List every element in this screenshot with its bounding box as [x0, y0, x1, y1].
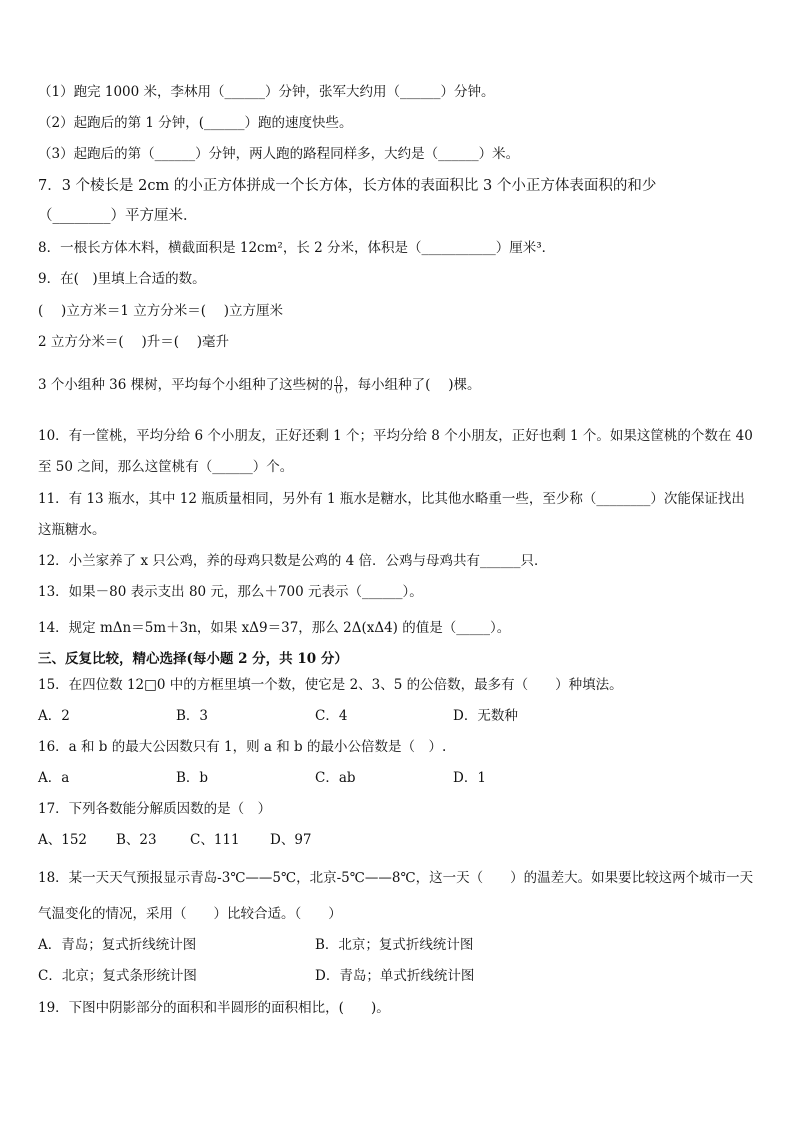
q7-line2: （________）平方厘米． [38, 208, 198, 224]
q15-option-c: C．4 [315, 708, 348, 724]
q17-option-a: A、152 [38, 832, 88, 848]
q16: 16．a 和 b 的最大公因数只有 1，则 a 和 b 的最小公倍数是（ ）. [38, 739, 447, 755]
q9-title: 9．在( )里填上合适的数。 [38, 271, 206, 287]
q9-line3-text-a: 3 个小组种 36 棵树，平均每个小组种了这些树的 [38, 377, 334, 393]
q9-line2: 2 立方分米＝( )升＝( )毫升 [38, 334, 230, 350]
q18-option-d: D．青岛；单式折线统计图 [315, 968, 475, 984]
q18-line2: 气温变化的情况，采用（ ）比较合适。（ ） [38, 906, 342, 922]
q6-sub3: （3）起跑后的第（______）分钟，两人跑的路程同样多，大约是（______）米。 [38, 146, 520, 162]
section-3-heading: 三、反复比较，精心选择(每小题 2 分，共 10 分） [38, 651, 348, 667]
q6-sub1: （1）跑完 1000 米，李林用（______）分钟，张军大约用（______）分钟。 [38, 84, 495, 100]
q16-option-d: D．1 [453, 770, 486, 786]
q15: 15．在四位数 12□0 中的方框里填一个数，使它是 2、3、5 的公倍数，最多有（ ）种填法。 [38, 677, 623, 693]
q15-option-b: B．3 [176, 708, 209, 724]
q14: 14．规定 mΔn＝5m＋3n，如果 xΔ9＝37，那么 2Δ(xΔ4) 的值是（_____）。 [38, 620, 511, 636]
q12: 12．小兰家养了 x 只公鸡，养的母鸡只数是公鸡的 4 倍．公鸡与母鸡共有______只． [38, 553, 548, 569]
q9-line3 [38, 376, 764, 394]
q9-line1: ( )立方米＝1 立方分米＝( )立方厘米 [38, 303, 284, 319]
q9-line3-text-b: ，每小组种了( )棵。 [344, 377, 481, 393]
q6-sub2: （2）起跑后的第 1 分钟，(______）跑的速度快些。 [38, 115, 353, 131]
q7-line1: 7．3 个棱长是 2cm 的小正方体拼成一个长方体，长方体的表面积比 3 个小正方体表面积的和少 [38, 178, 657, 194]
q13: 13．如果－80 表示支出 80 元，那么＋700 元表示（______）。 [38, 584, 423, 600]
q17: 17．下列各数能分解质因数的是（ ） [38, 801, 272, 817]
q8: 8．一根长方体木料，横截面积是 12cm²，长 2 分米，体积是（___________）厘米³． [38, 240, 556, 256]
q16-option-c: C．ab [315, 770, 356, 786]
q19: 19．下图中阴影部分的面积和半圆形的面积相比，( )。 [38, 1000, 390, 1016]
q15-option-d: D．无数种 [453, 708, 518, 724]
q17-option-c: C、111 [190, 832, 240, 848]
q17-option-d: D、97 [270, 832, 312, 848]
q15-option-a: A．2 [38, 708, 70, 724]
q18-line1: 18．某一天天气预报显示青岛-3℃——5℃，北京-5℃——8℃，这一天（ ）的温差大。如果要比较这两个城市一天 [38, 870, 754, 886]
fraction-numerator: () [335, 376, 343, 386]
q11-line2: 这瓶糖水。 [38, 522, 106, 538]
q16-option-a: A．a [38, 770, 70, 786]
fraction [334, 377, 343, 394]
q10-line2: 至 50 之间，那么这筐桃有（______）个。 [38, 459, 294, 475]
q17-option-b: B、23 [116, 832, 157, 848]
q16-option-b: B．b [176, 770, 209, 786]
q18-option-b: B．北京；复式折线统计图 [315, 937, 474, 953]
q18-option-a: A．青岛；复式折线统计图 [38, 937, 197, 953]
q18-option-c: C．北京；复式条形统计图 [38, 968, 197, 984]
q11-line1: 11．有 13 瓶水，其中 12 瓶质量相同，另外有 1 瓶水是糖水，比其他水略重一些，至少称（________）次能保证找出 [38, 491, 745, 507]
fraction-denominator: () [335, 385, 343, 395]
q10-line1: 10．有一筐桃，平均分给 6 个小朋友，正好还剩 1 个；平均分给 8 个小朋友，正好也剩 1 个。如果这筐桃的个数在 40 [38, 428, 753, 444]
